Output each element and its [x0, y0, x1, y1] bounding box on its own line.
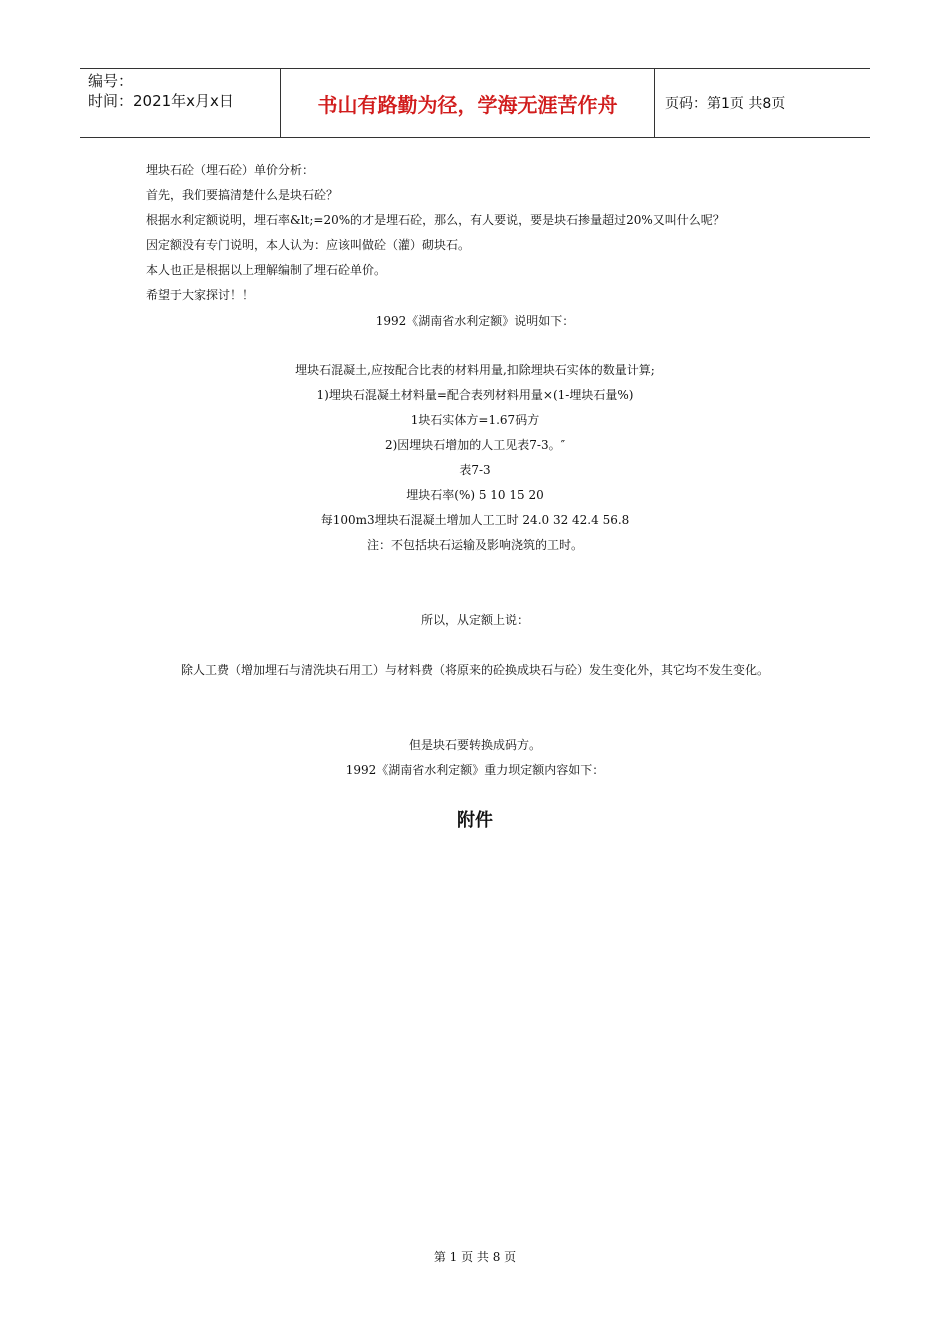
- attachment-heading: 附件: [457, 810, 493, 831]
- table-caption: 表7-3: [459, 463, 491, 477]
- header-page-label: 页码：第1页 共8页: [665, 96, 786, 112]
- paragraph: 1992《湖南省水利定额》重力坝定额内容如下：: [345, 763, 605, 777]
- paragraph-title: 埋块石砼（埋石砼）单价分析：: [146, 163, 315, 177]
- table-note: 注：不包括块石运输及影响浇筑的工时。: [366, 538, 583, 552]
- quote-heading: 1992《湖南省水利定额》说明如下：: [375, 314, 575, 328]
- table-row: 埋块石率(%) 5 10 15 20: [406, 488, 544, 502]
- header-motto: 书山有路勤为径，学海无涯苦作舟: [281, 69, 655, 137]
- paragraph: 但是块石要转换成码方。: [408, 738, 541, 752]
- header-table: [80, 68, 870, 138]
- paragraph: 本人也正是根据以上理解编制了埋石砼单价。: [146, 263, 387, 277]
- quote-line: 2)因埋块石增加的人工见表7-3。″: [384, 438, 566, 452]
- quote-line: 埋块石混凝土,应按配合比表的材料用量,扣除埋块石实体的数量计算;: [295, 363, 655, 377]
- paragraph: 首先，我们要搞清楚什么是块石砼？: [146, 188, 339, 202]
- paragraph: 除人工费（增加埋石与清洗块石用工）与材料费（将原来的砼换成块石与砼）发生变化外，其它均不发生变化。: [180, 663, 769, 677]
- paragraph: 因定额没有专门说明，本人认为：应该叫做砼（灌）砌块石。: [146, 238, 471, 252]
- paragraph: 根据水利定额说明，埋石率&lt;=20%的才是埋石砼，那么，有人要说，要是块石掺量超过20%又叫什么呢？: [146, 213, 725, 227]
- doc-number-label: 编号：: [88, 72, 134, 90]
- paragraph: 所以，从定额上说：: [420, 613, 529, 627]
- quote-line: 1)埋块石混凝土材料量=配合表列材料用量×(1-埋块石量%): [316, 388, 634, 402]
- paragraph: 希望于大家探讨！！: [146, 288, 255, 302]
- page-footer: 第 1 页 共 8 页: [433, 1250, 517, 1264]
- table-row: 每100m3埋块石混凝土增加人工工时 24.0 32 42.4 56.8: [320, 513, 630, 527]
- quote-line: 1块石实体方=1.67码方: [410, 413, 540, 427]
- header-meta: [80, 69, 281, 137]
- doc-time-label: 时间：2021年x月x日: [88, 92, 234, 110]
